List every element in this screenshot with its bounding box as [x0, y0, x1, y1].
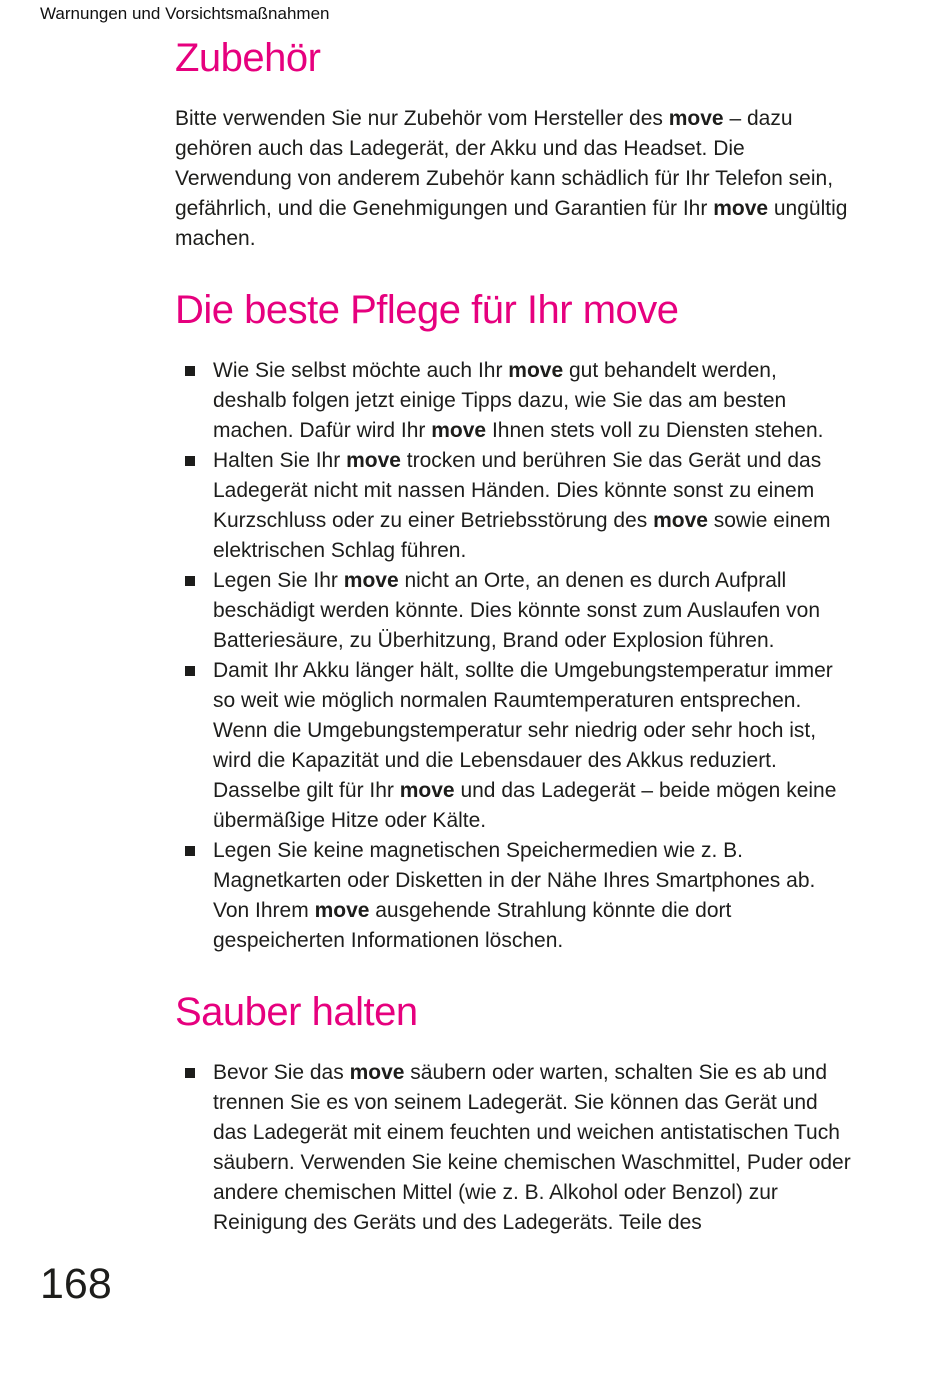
bullet-item: [175, 656, 855, 836]
product-name-move: move: [346, 449, 401, 472]
page-content: [175, 36, 855, 1238]
square-bullet-icon: [185, 1068, 195, 1078]
product-name-move: move: [399, 779, 455, 802]
bullet-item: [175, 566, 855, 656]
bullet-item: [175, 836, 855, 956]
bullet-text: Legen Sie Ihr move nicht an Orte, an denen es durch Aufprall beschädigt werden könnte. Dies könnte sonst zum Auslaufen von Batteriesäure, zu Überhitzung, Brand oder Explosion führen.: [213, 569, 821, 652]
section-heading: Die beste Pflege für Ihr move: [175, 288, 679, 332]
square-bullet-icon: [185, 846, 195, 856]
product-name-move: move: [508, 359, 564, 382]
bullet-text: Legen Sie keine magnetischen Speichermedien wie z. B. Magnetkarten oder Disketten in der Nähe Ihres Smartphones ab. Von Ihrem move ausgehende Strahlung könnte die dort gespeicherten Informationen löschen.: [213, 839, 816, 952]
section-heading: Sauber halten: [175, 990, 418, 1034]
bullet-text: Damit Ihr Akku länger hält, sollte die Umgebungstemperatur immer so weit wie möglich normalen Raumtemperaturen entsprechen. Wenn die Umgebungstemperatur sehr niedrig oder sehr hoch ist, wird die Kapazität und die Lebensdauer des Akkus reduziert. Dasselbe gilt für Ihr move und das Ladegerät – beide mögen keine übermäßige Hitze oder Kälte.: [213, 659, 837, 832]
body-paragraph: Bitte verwenden Sie nur Zubehör vom Hersteller des move – dazu gehören auch das Ladegerät, der Akku und das Headset. Die Verwendung von anderem Zubehör kann schädlich für Ihr Telefon sein, gefährlich, und die Genehmigungen und Garantien für Ihr move ungültig machen.: [175, 107, 848, 250]
bullet-item: [175, 356, 855, 446]
square-bullet-icon: [185, 366, 195, 376]
product-name-move: move: [349, 1061, 405, 1084]
square-bullet-icon: [185, 576, 195, 586]
bullet-list: [175, 356, 855, 956]
bullet-item: [175, 446, 855, 566]
running-header: Warnungen und Vorsichtsmaßnahmen: [40, 4, 330, 23]
bullet-text: Bevor Sie das move säubern oder warten, schalten Sie es ab und trennen Sie es von seinem Ladegerät. Sie können das Gerät und das Ladegerät mit einem feuchten und weichen antistatischen Tuch säubern. Verwenden Sie keine chemischen Waschmittel, Puder oder andere chemischen Mittel (wie z. B. Alkohol oder Benzol) zur Reinigung des Geräts und des Ladegeräts. Teile des: [213, 1061, 851, 1234]
product-name-move: move: [668, 107, 724, 130]
page-number: 168: [40, 1260, 112, 1308]
product-name-move: move: [343, 569, 399, 592]
section-heading: Zubehör: [175, 36, 321, 80]
product-name-move: move: [653, 509, 708, 532]
bullet-text: Halten Sie Ihr move trocken und berühren Sie das Gerät und das Ladegerät nicht mit nassen Händen. Dies könnte sonst zu einem Kurzschluss oder zu einer Betriebsstörung des move sowie einem elektrischen Schlag führen.: [213, 449, 831, 562]
bullet-text: Wie Sie selbst möchte auch Ihr move gut behandelt werden, deshalb folgen jetzt einige Tipps dazu, wie Sie das am besten machen. Dafür wird Ihr move Ihnen stets voll zu Diensten stehen.: [213, 359, 824, 442]
product-name-move: move: [314, 899, 370, 922]
product-name-move: move: [713, 197, 769, 220]
square-bullet-icon: [185, 456, 195, 466]
bullet-item: [175, 1058, 855, 1238]
bullet-list: [175, 1058, 855, 1238]
product-name-move: move: [431, 419, 487, 442]
square-bullet-icon: [185, 666, 195, 676]
